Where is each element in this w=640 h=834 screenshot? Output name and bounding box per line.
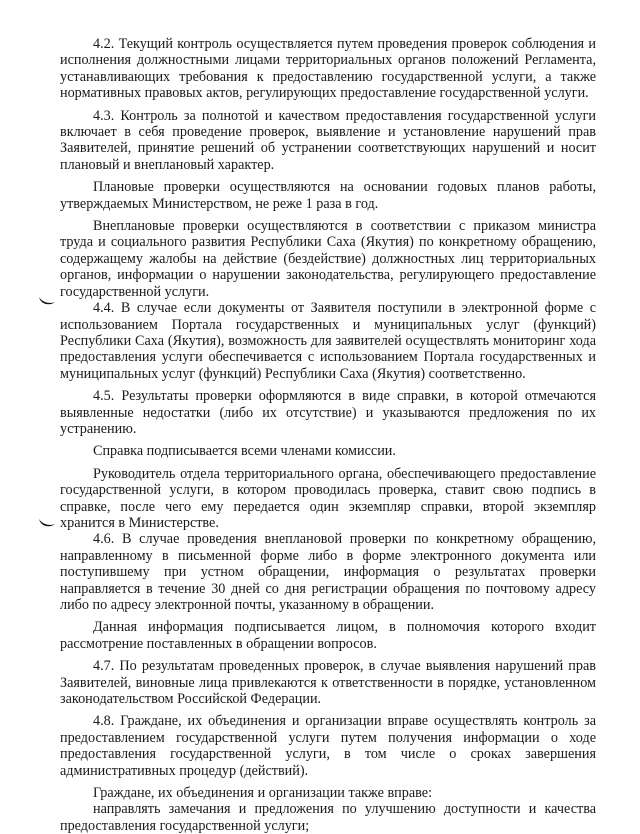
crescent-mark-icon xyxy=(38,517,56,529)
crescent-mark-icon xyxy=(38,295,56,307)
paragraph-4-6: 4.6. В случае проведения внеплановой проверки по конкретному обращению, направленному в письменной форме либо в форме электронного документа или поступившему при устном обращении, информация о результатах проверки направляется в течение 30 дней со дня регистрации обращения по почтовому адресу либо по адресу электронной почты, указанному в обращении. xyxy=(60,531,596,613)
paragraph-4-3: 4.3. Контроль за полнотой и качеством предоставления государственной услуги включает в себя проведение проверок, выявление и установление нарушений прав Заявителей, принятие решений об устранении соответствующих нарушений и носит плановый и внеплановый характер. xyxy=(60,107,596,173)
paragraph-head-signature: Руководитель отдела территориального органа, обеспечивающего предоставление государственной услуги, в котором проводилась проверка, ставит свою подпись в справке, после чего ему передается один экземпляр справки, второй экземпляр хранится в Министерстве. xyxy=(60,465,596,531)
paragraph-4-7: 4.7. По результатам проведенных проверок, в случае выявления нарушений прав Заявителей, виновные лица привлекаются к ответственности в порядке, установленном законодательством Российской Федерации. xyxy=(60,658,596,708)
paragraph-4-2: 4.2. Текущий контроль осуществляется путем проведения проверок соблюдения и исполнения должностными лицами территориальных органов положений Регламента, устанавливающих требования к предоставлению государственной услуги, а также нормативных правовых актов, регулирующих предоставление государственной услуги. xyxy=(60,36,596,102)
paragraph-report-signed: Справка подписывается всеми членами комиссии. xyxy=(93,443,396,460)
paragraph-send-remarks: направлять замечания и предложения по улучшению доступности и качества предоставления государственной услуги; xyxy=(60,801,596,834)
binder-hole-mark-icon xyxy=(38,295,56,307)
paragraph-citizens-rights: Граждане, их объединения и организации также вправе: xyxy=(93,785,433,802)
paragraph-unplanned-checks: Внеплановые проверки осуществляются в соответствии с приказом министра труда и социального развития Республики Саха (Якутия) по конкретному обращению, содержащему жалобы на действие (бездействие) должностных лиц территориальных органов, информации о нарушении законодательства, регулирующего предоставление государственной услуги. xyxy=(60,218,596,300)
paragraph-4-5: 4.5. Результаты проверки оформляются в виде справки, в которой отмечаются выявленные недостатки (либо их отсутствие) и указываются предложения по их устранению. xyxy=(60,388,596,437)
paragraph-info-signed: Данная информация подписывается лицом, в полномочия которого входит рассмотрение поставленных в обращении вопросов. xyxy=(60,619,596,652)
binder-hole-mark-icon xyxy=(38,517,56,529)
paragraph-planned-checks: Плановые проверки осуществляются на основании годовых планов работы, утверждаемых Министерством, не реже 1 раза в год. xyxy=(60,179,596,212)
paragraph-4-4: 4.4. В случае если документы от Заявителя поступили в электронной форме с использованием Портала государственных и муниципальных услуг (функций) Республики Саха (Якутия), возможность для заявителей осуществлять мониторинг хода предоставления услуги обеспечивается с использованием Портала государственных и муниципальных услуг (функций) Республики Саха (Якутия) соответственно. xyxy=(60,300,596,382)
paragraph-4-8: 4.8. Граждане, их объединения и организации вправе осуществлять контроль за предоставлением государственной услуги путем получения информации о ходе предоставления государственной услуги, в том числе о сроках завершения административных процедур (действий). xyxy=(60,713,596,779)
